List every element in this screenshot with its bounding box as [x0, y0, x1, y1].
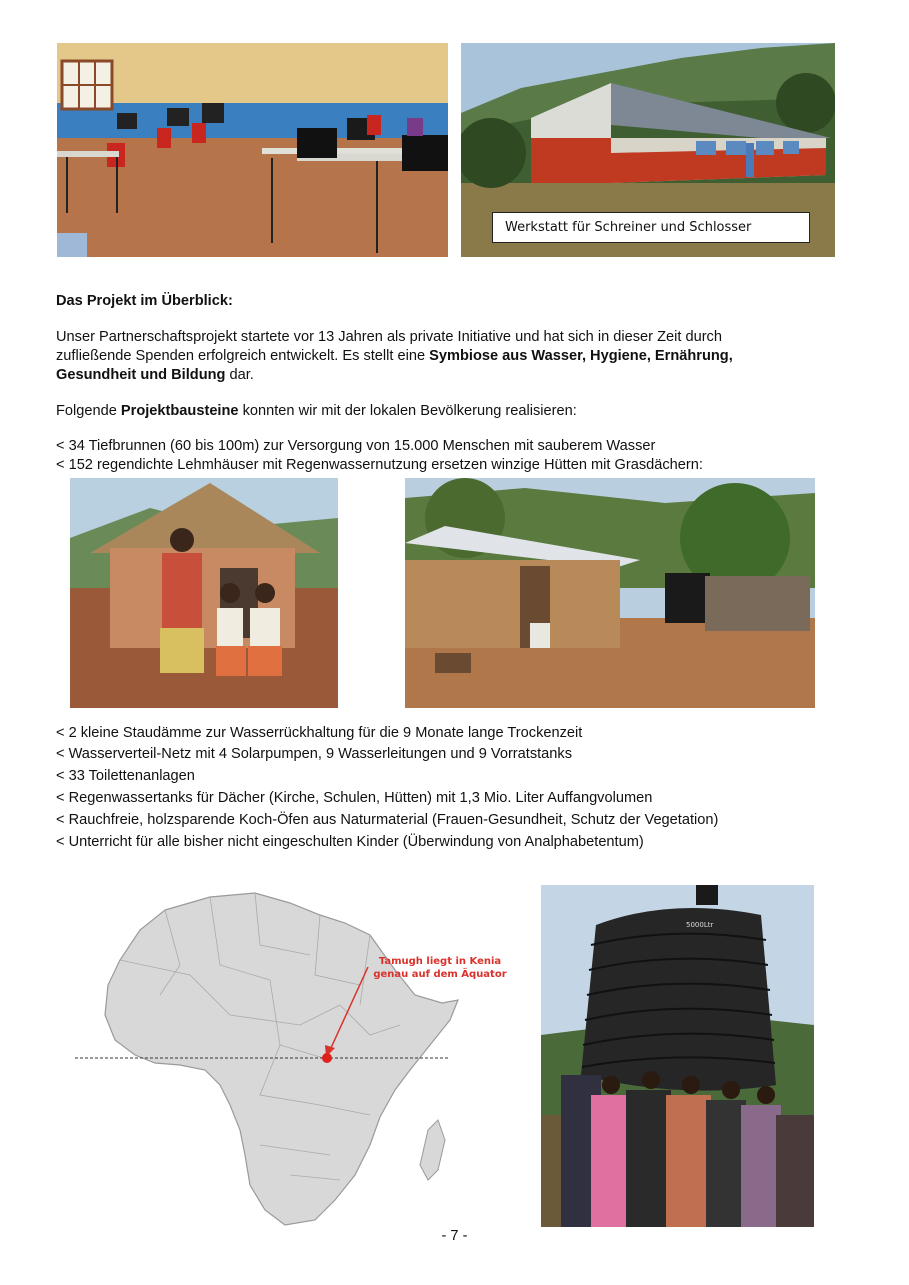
bausteine-paragraph	[56, 402, 577, 421]
list-item: < 2 kleine Staudämme zur Wasserrückhaltung für die 9 Monate lange Trockenzeit	[56, 725, 583, 741]
list-item: < Unterricht für alle bisher nicht eingeschulten Kinder (Überwindung von Analphabetentum)	[56, 834, 644, 850]
intro-line2-bold: Symbiose aus Wasser, Hygiene, Ernährung,	[429, 348, 733, 364]
bausteine-pre: Folgende	[56, 403, 121, 419]
intro-paragraph-line3	[56, 366, 254, 385]
bausteine-post: konnten wir mit der lokalen Bevölkerung realisieren:	[238, 403, 577, 419]
intro-line3-bold: Gesundheit und Bildung	[56, 367, 226, 383]
list-item: < Wasserverteil-Netz mit 4 Solarpumpen, 9 Wasserleitungen und 9 Vorratstanks	[56, 746, 573, 762]
water-tank-photo	[541, 885, 814, 1227]
list-item: < 152 regendichte Lehmhäuser mit Regenwassernutzung ersetzen winzige Hütten mit Grasdächern:	[56, 457, 703, 473]
bausteine-bold: Projektbausteine	[120, 403, 239, 419]
intro-paragraph-line2	[56, 347, 733, 366]
list-item: < Regenwassertanks für Dächer (Kirche, Schulen, Hütten) mit 1,3 Mio. Liter Auffangvolumen	[56, 790, 653, 806]
workshop-caption-text: Werkstatt für Schreiner und Schlosser	[505, 220, 752, 235]
africa-continent-shape	[105, 893, 458, 1225]
intro-paragraph-line1: Unser Partnerschaftsprojekt startete vor 13 Jahren als private Initiative und hat sich in dieser Zeit durch	[56, 329, 722, 345]
map-label-line2: genau auf dem Äquator	[373, 969, 507, 980]
workshop-caption	[492, 212, 810, 243]
list-item: < Rauchfreie, holzsparende Koch-Öfen aus Naturmaterial (Frauen-Gesundheit, Schutz der Vegetation)	[56, 812, 719, 828]
map-label-line1: Tamugh liegt in Kenia	[378, 956, 502, 967]
page-number: - 7 -	[441, 1228, 468, 1244]
mud-house-photo	[405, 478, 815, 708]
computer-room-photo	[57, 43, 448, 257]
section-heading: Das Projekt im Überblick:	[56, 293, 233, 309]
africa-map	[70, 885, 510, 1230]
tank-label: 5000Ltr	[686, 921, 714, 929]
intro-line3-text: dar.	[225, 367, 254, 383]
list-item: < 34 Tiefbrunnen (60 bis 100m) zur Versorgung von 15.000 Menschen mit sauberem Wasser	[56, 438, 656, 454]
grass-hut-photo	[70, 478, 338, 708]
map-label	[360, 955, 520, 981]
intro-line2-text: zufließende Spenden erfolgreich entwickelt. Es stellt eine	[56, 348, 430, 364]
madagascar-shape	[420, 1120, 445, 1180]
list-item: < 33 Toilettenanlagen	[56, 768, 195, 784]
tamugh-marker	[322, 1053, 332, 1063]
